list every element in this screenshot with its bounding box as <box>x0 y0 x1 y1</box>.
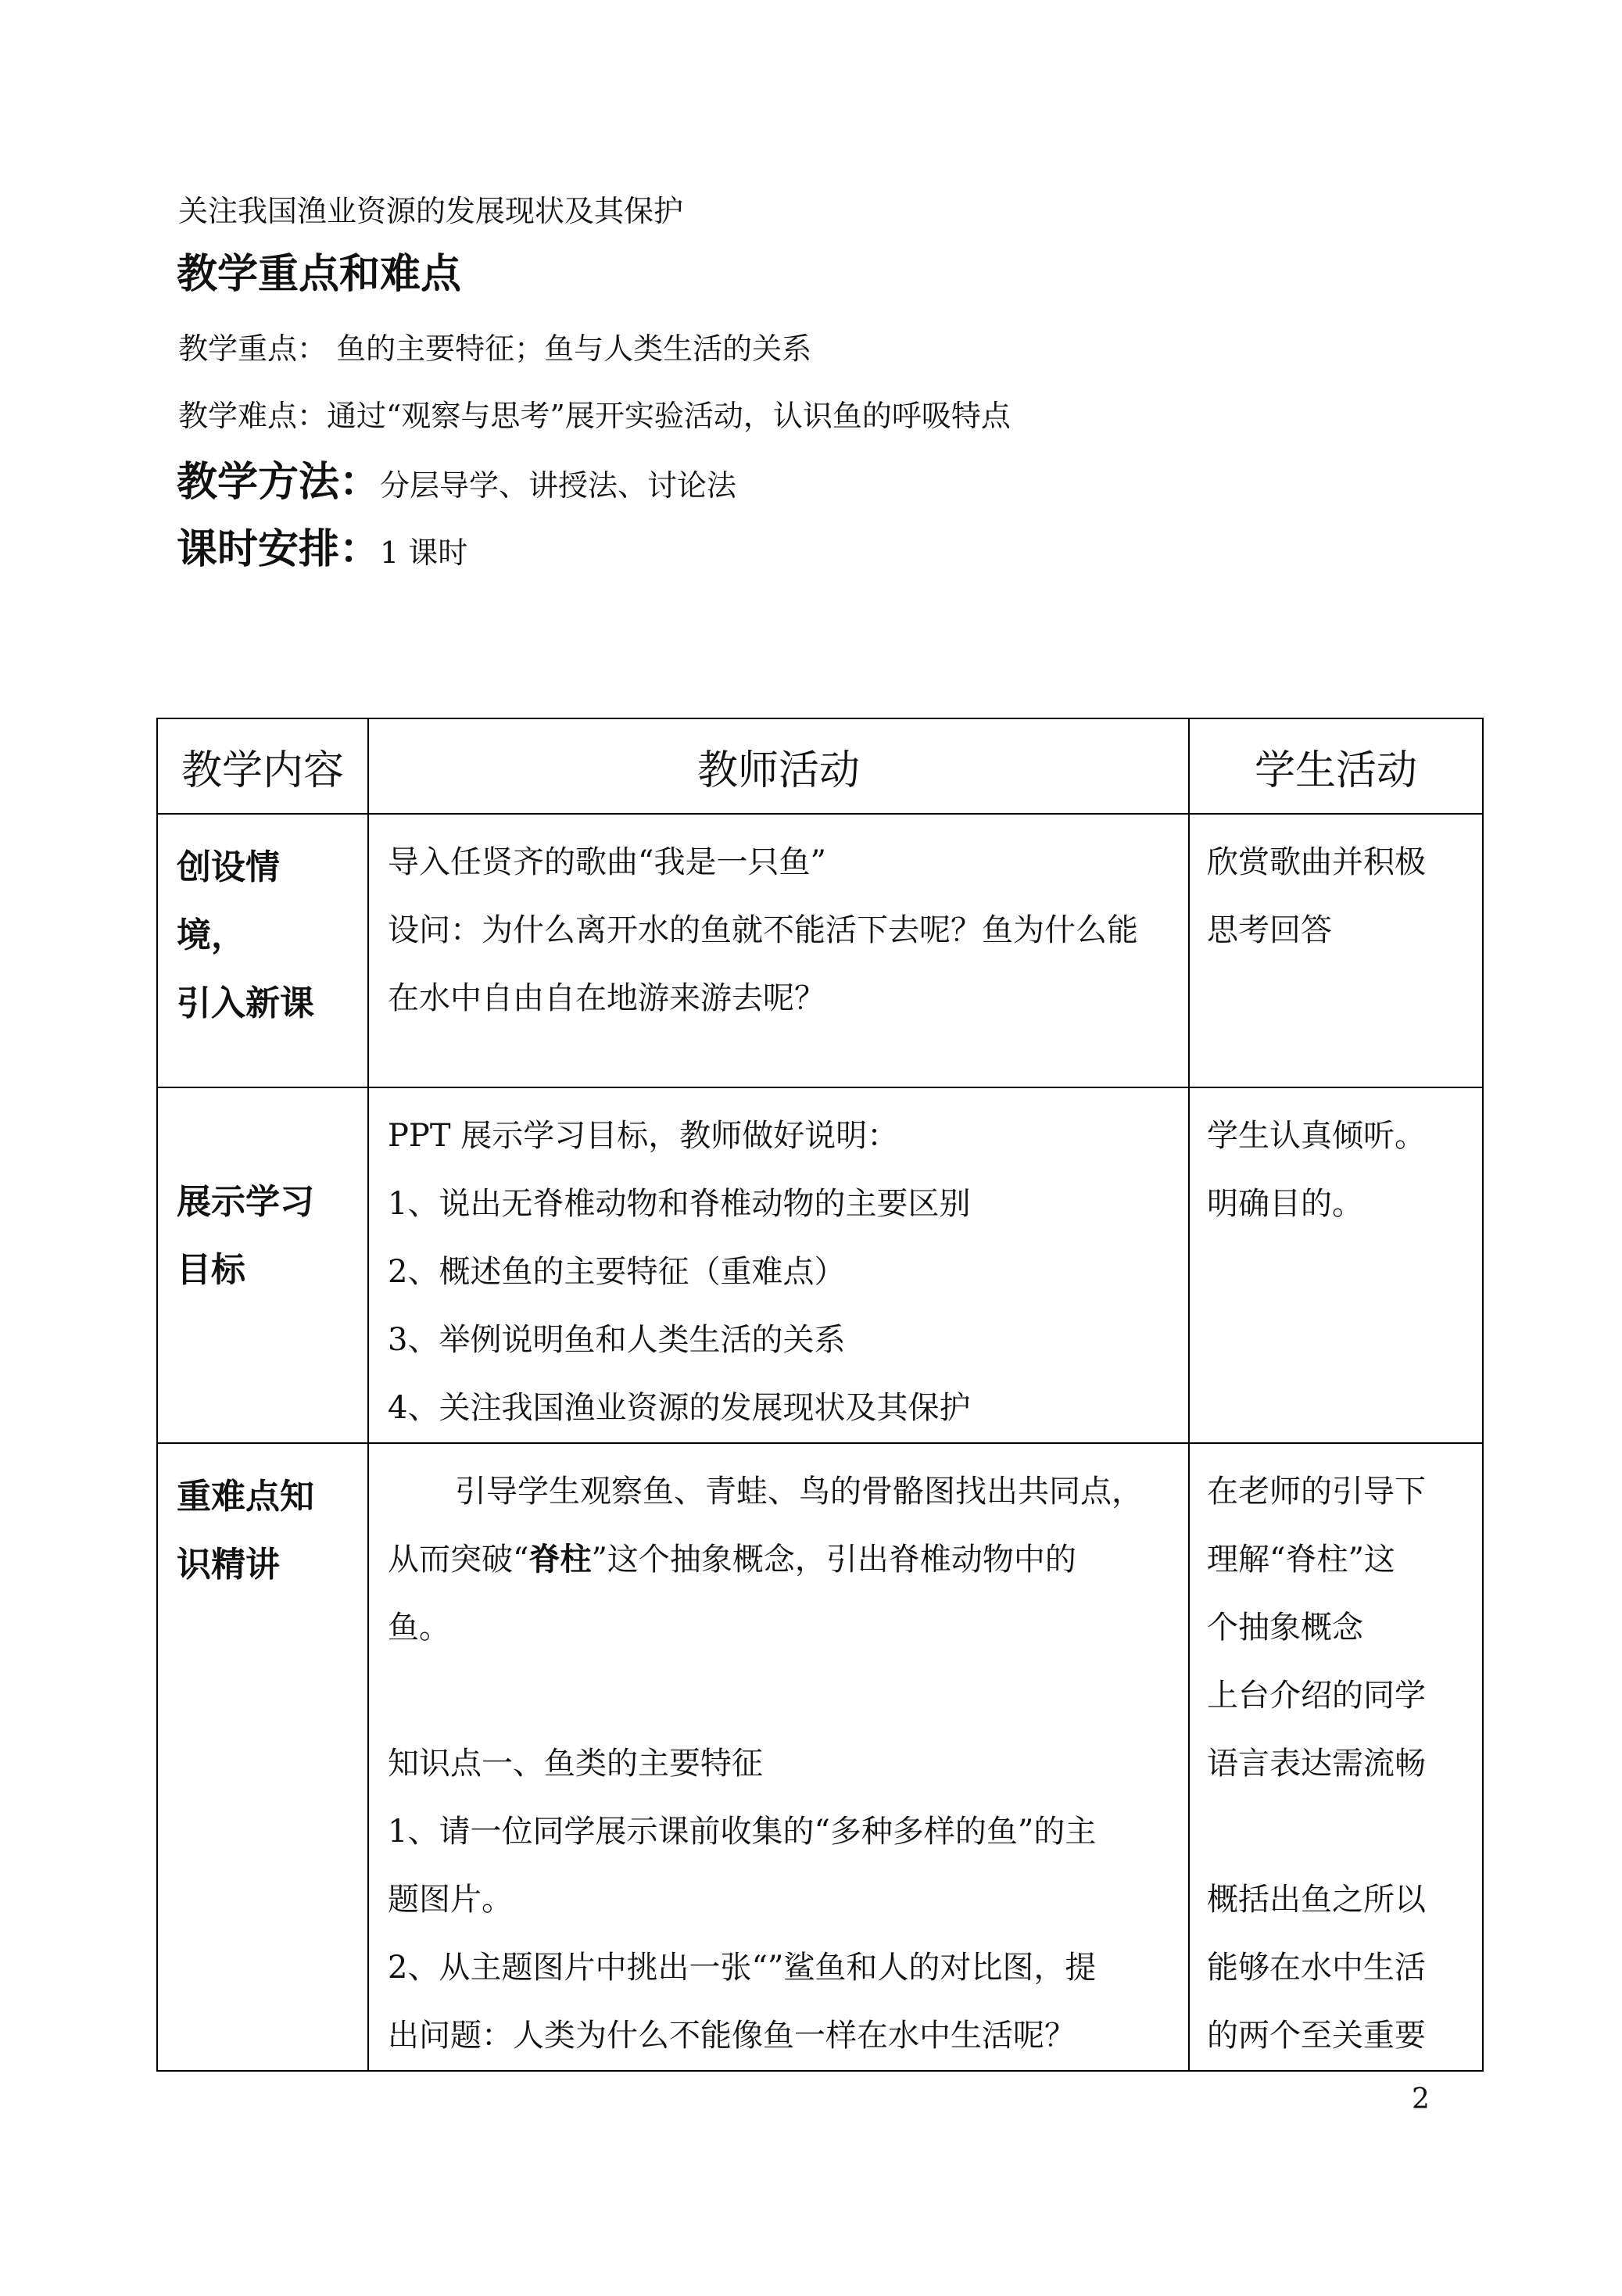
cell-text <box>388 1526 1169 1594</box>
cell-text: 引导学生观察鱼、青蛙、鸟的骨骼图找出共同点， <box>455 1474 1143 1510</box>
cell-text: 个抽象概念 <box>1207 1610 1363 1646</box>
cell-text-part: ”这个抽象概念，引出脊椎动物中的 <box>591 1542 1076 1578</box>
cell-text: 鱼。 <box>388 1610 450 1646</box>
cell-text: 展示学习 <box>177 1182 314 1222</box>
row1-student-cell <box>1189 814 1483 1087</box>
header-teacher: 教师活动 <box>368 718 1189 814</box>
cell-text: 导入任贤齐的歌曲“我是一只鱼” <box>388 844 826 880</box>
cell-text: 在老师的引导下 <box>1207 1474 1426 1510</box>
cell-text: 引入新课 <box>177 983 314 1023</box>
cell-text: 识精讲 <box>177 1545 280 1585</box>
cell-text: 语言表达需流畅 <box>1207 1746 1426 1782</box>
cell-text: 理解“脊柱”这 <box>1207 1542 1395 1578</box>
cell-text: 思考回答 <box>1207 912 1332 948</box>
row1-content-cell <box>157 814 368 1087</box>
cell-text: 上台介绍的同学 <box>1207 1678 1426 1714</box>
cell-text: PPT 展示学习目标，教师做好说明： <box>388 1118 899 1154</box>
difficult-point-text: 教学难点：通过“观察与思考”展开实验活动，认识鱼的呼吸特点 <box>178 399 1011 433</box>
table-row <box>157 1087 1483 1443</box>
cell-text: 学生认真倾听。 <box>1207 1118 1426 1154</box>
class-schedule-label: 课时安排： <box>177 526 381 573</box>
cell-text-part: 从而突破“ <box>388 1542 529 1578</box>
teaching-method-value: 分层导学、讲授法、讨论法 <box>380 468 737 503</box>
lesson-table <box>156 718 1484 2072</box>
focus-heading: 教学重点和难点 <box>177 251 462 298</box>
row1-teacher-cell <box>368 814 1189 1087</box>
cell-text: 出问题：人类为什么不能像鱼一样在水中生活呢？ <box>388 2018 1076 2054</box>
cell-text: 的两个至关重要 <box>1207 2018 1426 2054</box>
class-schedule <box>177 524 467 578</box>
cell-text: 2、从主题图片中挑出一张“”鲨鱼和人的对比图，提 <box>388 1950 1097 1986</box>
cell-text: 欣赏歌曲并积极 <box>1207 844 1426 880</box>
cell-text: 在水中自由自在地游来游去呢？ <box>388 980 825 1016</box>
key-point-text: 教学重点： 鱼的主要特征；鱼与人类生活的关系 <box>178 331 812 366</box>
blank-line <box>388 1662 1169 1730</box>
cell-text: 1、请一位同学展示课前收集的“多种多样的鱼”的主 <box>388 1814 1097 1850</box>
row2-content-cell <box>157 1087 368 1443</box>
page-number: 2 <box>1412 2083 1430 2115</box>
cell-text: 境， <box>177 915 245 955</box>
row2-student-cell <box>1189 1087 1483 1443</box>
intro-text: 关注我国渔业资源的发展现状及其保护 <box>178 194 684 228</box>
cell-text: 2、概述鱼的主要特征（重难点） <box>388 1254 846 1290</box>
row2-teacher-cell <box>368 1087 1189 1443</box>
cell-text: 设问：为什么离开水的鱼就不能活下去呢？鱼为什么能 <box>388 912 1138 948</box>
table-row <box>157 814 1483 1087</box>
cell-text: 目标 <box>177 1250 245 1290</box>
class-schedule-value: 1 课时 <box>380 535 468 570</box>
cell-text: 概括出鱼之所以 <box>1207 1882 1426 1918</box>
row3-student-cell <box>1189 1443 1483 2071</box>
cell-text: 能够在水中生活 <box>1207 1950 1426 1986</box>
row3-teacher-cell <box>368 1443 1189 2071</box>
header-content: 教学内容 <box>157 718 368 814</box>
spine-term: 脊柱 <box>528 1542 592 1578</box>
teaching-method-label: 教学方法： <box>177 459 381 506</box>
blank-line <box>1207 1798 1465 1866</box>
teaching-method <box>177 457 736 511</box>
cell-text: 创设情 <box>177 847 280 887</box>
cell-text: 3、举例说明鱼和人类生活的关系 <box>388 1322 846 1358</box>
cell-text: 明确目的。 <box>1207 1186 1363 1222</box>
cell-text: 知识点一、鱼类的主要特征 <box>388 1746 763 1782</box>
cell-text: 4、关注我国渔业资源的发展现状及其保护 <box>388 1390 971 1426</box>
table-header-row <box>157 718 1483 814</box>
header-student: 学生活动 <box>1189 718 1483 814</box>
table-row <box>157 1443 1483 2071</box>
cell-text: 题图片。 <box>388 1882 513 1918</box>
cell-text: 重难点知 <box>177 1477 314 1517</box>
cell-text: 1、说出无脊椎动物和脊椎动物的主要区别 <box>388 1186 971 1222</box>
row3-content-cell <box>157 1443 368 2071</box>
